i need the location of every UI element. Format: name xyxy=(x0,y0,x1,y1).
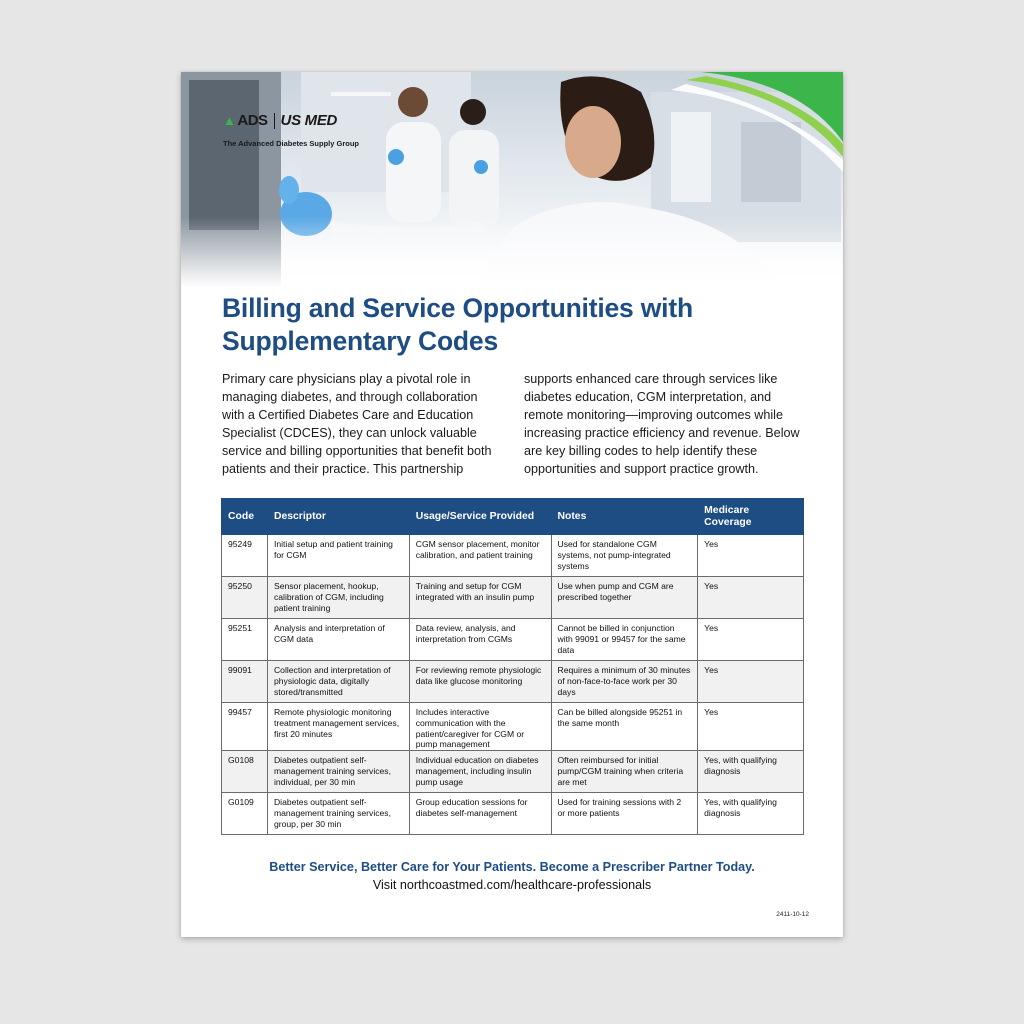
cell-usage: Training and setup for CGM integrated with an insulin pump xyxy=(409,577,551,619)
table-row xyxy=(222,661,804,703)
cell-code: 95251 xyxy=(222,619,268,661)
flyer-page xyxy=(181,72,843,937)
cell-descriptor: Initial setup and patient training for CGM xyxy=(267,535,409,577)
cell-usage: CGM sensor placement, monitor calibration, and patient training xyxy=(409,535,551,577)
table-row xyxy=(222,619,804,661)
page-title: Billing and Service Opportunities with Supplementary Codes xyxy=(222,293,693,356)
cell-code: 99457 xyxy=(222,703,268,751)
cell-notes: Requires a minimum of 30 minutes of non-face-to-face work per 30 days xyxy=(551,661,698,703)
hero-photo xyxy=(181,72,843,287)
cell-descriptor: Diabetes outpatient self-management training services, individual, per 30 min xyxy=(267,751,409,793)
intro-paragraph: Primary care physicians play a pivotal role in managing diabetes, and through collaboration with a Certified Diabetes Care and Education Specialist (CDCES), they can unlock valuable service and billing opportunities that benefit both patients and their practice. This partnership supports enhanced care through services like diabetes education, CGM interpretation, and remote monitoring—improving outcomes while increasing practice efficiency and revenue. Below are key billing codes to help identify these opportunities and support practice growth. xyxy=(222,372,800,476)
ads-logo-text: ADS xyxy=(237,112,268,129)
cell-descriptor: Remote physiologic monitoring treatment management services, first 20 minutes xyxy=(267,703,409,751)
cell-coverage: Yes xyxy=(698,703,804,751)
cell-coverage: Yes xyxy=(698,661,804,703)
footer-visit-link[interactable]: Visit northcoastmed.com/healthcare-professionals xyxy=(372,878,652,892)
footer-cta: Better Service, Better Care for Your Patients. Become a Prescriber Partner Today. xyxy=(269,860,755,874)
table-row xyxy=(222,703,804,751)
ads-logo xyxy=(223,112,268,129)
usmed-logo-text: US MED xyxy=(280,112,338,129)
cell-code: 99091 xyxy=(222,661,268,703)
billing-codes-table xyxy=(221,498,804,835)
table-row xyxy=(222,577,804,619)
header-notes: Notes xyxy=(551,499,698,535)
cell-code: 95249 xyxy=(222,535,268,577)
header-usage: Usage/Service Provided xyxy=(409,499,551,535)
cell-usage: For reviewing remote physiologic data like glucose monitoring xyxy=(409,661,551,703)
leaf-icon: ▲ xyxy=(223,113,236,128)
table-row xyxy=(222,751,804,793)
table-row xyxy=(222,793,804,835)
brand-tagline: The Advanced Diabetes Supply Group xyxy=(223,139,359,148)
document-number: 2411-10-12 xyxy=(776,911,809,918)
table-header-row xyxy=(222,499,804,535)
cell-code: G0109 xyxy=(222,793,268,835)
header-descriptor: Descriptor xyxy=(267,499,409,535)
cell-coverage: Yes xyxy=(698,577,804,619)
logo-divider xyxy=(274,113,275,129)
table-row xyxy=(222,535,804,577)
cell-usage: Individual education on diabetes management, including insulin pump usage xyxy=(409,751,551,793)
cell-notes: Often reimbursed for initial pump/CGM training when criteria are met xyxy=(551,751,698,793)
cell-coverage: Yes xyxy=(698,619,804,661)
cell-coverage: Yes xyxy=(698,535,804,577)
hero-fade xyxy=(181,217,843,287)
cell-notes: Used for training sessions with 2 or more patients xyxy=(551,793,698,835)
cell-coverage: Yes, with qualifying diagnosis xyxy=(698,751,804,793)
cell-notes: Can be billed alongside 95251 in the same month xyxy=(551,703,698,751)
cell-descriptor: Collection and interpretation of physiologic data, digitally stored/transmitted xyxy=(267,661,409,703)
header-medicare-coverage: Medicare Coverage xyxy=(698,499,804,535)
cell-descriptor: Diabetes outpatient self-management training services, group, per 30 min xyxy=(267,793,409,835)
cell-notes: Use when pump and CGM are prescribed together xyxy=(551,577,698,619)
cell-code: G0108 xyxy=(222,751,268,793)
cell-descriptor: Sensor placement, hookup, calibration of CGM, including patient training xyxy=(267,577,409,619)
header-code: Code xyxy=(222,499,268,535)
cell-notes: Cannot be billed in conjunction with 99091 or 99457 for the same data xyxy=(551,619,698,661)
cell-coverage: Yes, with qualifying diagnosis xyxy=(698,793,804,835)
brand-logo xyxy=(223,112,337,129)
cell-descriptor: Analysis and interpretation of CGM data xyxy=(267,619,409,661)
cell-usage: Data review, analysis, and interpretation from CGMs xyxy=(409,619,551,661)
cell-notes: Used for standalone CGM systems, not pump-integrated systems xyxy=(551,535,698,577)
cell-usage: Group education sessions for diabetes self-management xyxy=(409,793,551,835)
cell-usage: Includes interactive communication with the patient/caregiver for CGM or pump management xyxy=(409,703,551,751)
cell-code: 95250 xyxy=(222,577,268,619)
